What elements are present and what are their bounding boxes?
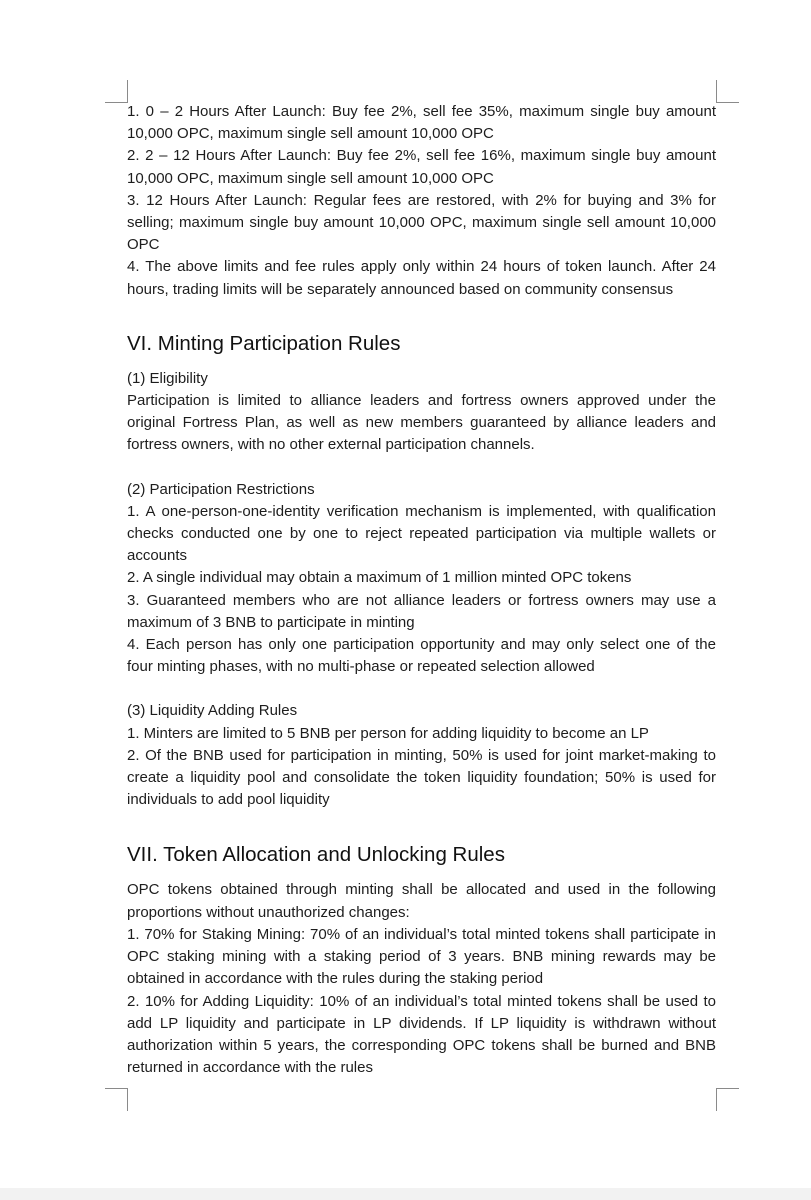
crop-mark-top-left bbox=[105, 80, 128, 103]
subsection-title-liquidity: (3) Liquidity Adding Rules bbox=[127, 702, 298, 720]
allocation-item-2: 2. 10% for Adding Liquidity: 10% of an individual’s total minted tokens shall be used to add LP liquidity and participate in LP dividends. If LP liquidity is withdrawn without authorization within 5 years, the corresponding OPC tokens shall be burned and BNB returned in accordance with the rules bbox=[127, 992, 716, 1077]
allocation-item-1: 1. 70% for Staking Mining: 70% of an individual’s total minted tokens shall participate in OPC staking mining with a staking period of 3 years. BNB mining rewards may be obtained in accordance with the rules during the staking period bbox=[127, 925, 716, 988]
liquidity-item-1: 1. Minters are limited to 5 BNB per person for adding liquidity to become an LP bbox=[127, 724, 649, 742]
list-item-fee-phase-1: 1. 0 – 2 Hours After Launch: Buy fee 2%, sell fee 35%, maximum single buy amount 10,000 OPC, maximum single sell amount 10,000 OPC bbox=[127, 103, 716, 143]
list-item-fee-note: 4. The above limits and fee rules apply only within 24 hours of token launch. After 24 hours, trading limits will be separately announced based on community consensus bbox=[127, 258, 716, 298]
crop-mark-bottom-right bbox=[716, 1088, 739, 1111]
viewer-bottom-strip bbox=[0, 1188, 811, 1200]
restriction-item-1: 1. A one-person-one-identity verification mechanism is implemented, with qualification checks conducted one by one to reject repeated participation via multiple wallets or accounts bbox=[127, 502, 716, 565]
allocation-intro: OPC tokens obtained through minting shall be allocated and used in the following proportions without unauthorized changes: bbox=[127, 881, 716, 921]
subsection-title-restrictions: (2) Participation Restrictions bbox=[127, 480, 315, 498]
eligibility-text: Participation is limited to alliance leaders and fortress owners approved under the original Fortress Plan, as well as new members guaranteed by alliance leaders and fortress owners, with no other external participation channels. bbox=[127, 392, 716, 454]
liquidity-item-2: 2. Of the BNB used for participation in minting, 50% is used for joint market-making to create a liquidity pool and consolidate the token liquidity foundation; 50% is used for individuals to add pool liquidity bbox=[127, 746, 716, 809]
crop-mark-top-right bbox=[716, 80, 739, 103]
section-heading-token-allocation: VII. Token Allocation and Unlocking Rules bbox=[127, 843, 505, 867]
section-heading-minting-rules: VI. Minting Participation Rules bbox=[127, 331, 401, 355]
subsection-title-eligibility: (1) Eligibility bbox=[127, 369, 208, 387]
crop-mark-bottom-left bbox=[105, 1088, 128, 1111]
restriction-item-4: 4. Each person has only one participation opportunity and may only select one of the four minting phases, with no multi-phase or repeated selection allowed bbox=[127, 636, 716, 676]
restriction-item-3: 3. Guaranteed members who are not alliance leaders or fortress owners may use a maximum of 3 BNB to participate in minting bbox=[127, 591, 716, 631]
restriction-item-2: 2. A single individual may obtain a maximum of 1 million minted OPC tokens bbox=[127, 569, 632, 587]
list-item-fee-phase-2: 2. 2 – 12 Hours After Launch: Buy fee 2%, sell fee 16%, maximum single buy amount 10,000 OPC, maximum single sell amount 10,000 OPC bbox=[127, 147, 716, 187]
list-item-fee-phase-3: 3. 12 Hours After Launch: Regular fees are restored, with 2% for buying and 3% for selling; maximum single buy amount 10,000 OPC, maximum single sell amount 10,000 OPC bbox=[127, 191, 716, 254]
document-body bbox=[127, 101, 716, 1079]
